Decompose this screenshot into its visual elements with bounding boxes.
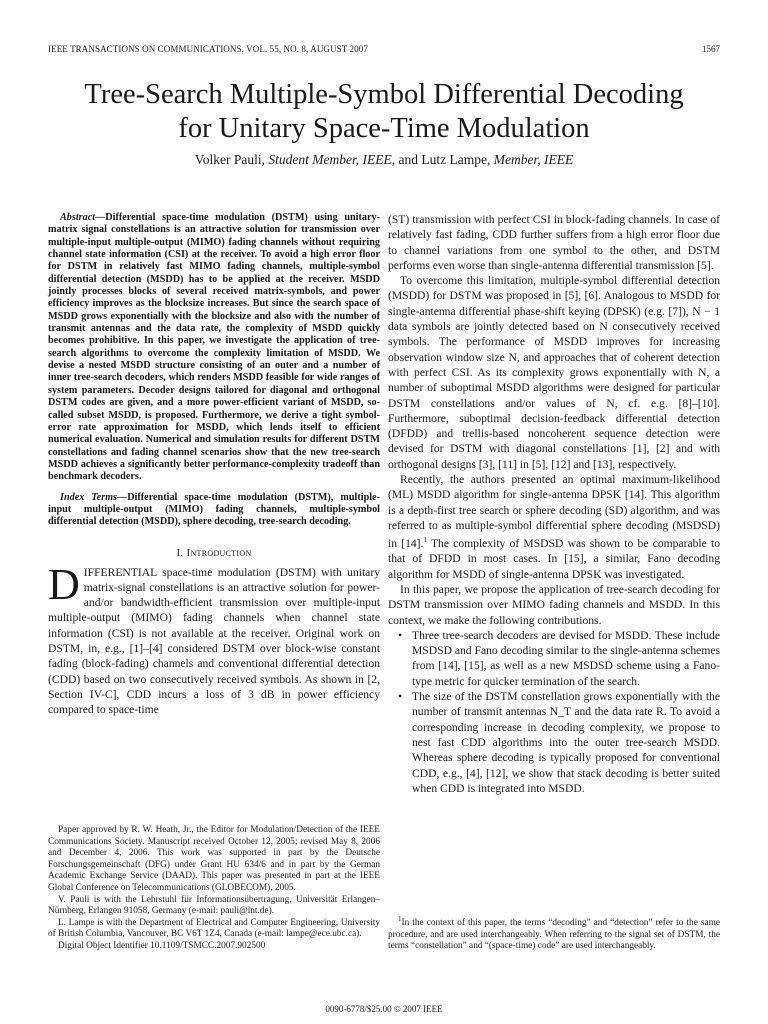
- right-paragraph-4: In this paper, we propose the application of tree-search decoding for DSTM transmission over MIMO fading channels and MSDD. In this context, we make the following contributions.: [388, 582, 720, 627]
- footnote-1-text: In the context of this paper, the terms “decoding” and “detection” refer to the same procedure, and are used interchangeably. When referring to the signal set of DSTM, the terms “constellation” and “(space-time) code” are used interchangeably.: [388, 918, 720, 952]
- footnote-paper-approved: Paper approved by R. W. Heath, Jr., the Editor for Modulation/Detection of the IEEE Communications Society. Manuscript received October 12, 2005; revised May 8, 2006 and December 4, 2006. This work was supported in part by the Deutsche Forschungsgemeinschaft (DFG) under Grant HU 634/6 and in part by the German Academic Exchange Service (DAAD). This paper was presented in part at the IEEE Global Conference on Telecommunications (GLOBECOM), 2005.: [48, 825, 380, 893]
- author-name-1: Volker Pauli: [194, 152, 262, 167]
- right-paragraph-1: (ST) transmission with perfect CSI in block-fading channels. In case of relatively fast fading, CDD further suffers from a high error floor due to channel variations from one symbol to the other, and DSTM performs even worse than single-antenna differential transmission [5].: [388, 213, 720, 272]
- list-item: [398, 689, 720, 796]
- list-item-text: The size of the DSTM constellation grows exponentially with the number of transmit antennas N_T and the data rate R. To avoid a corresponding increase in decoding complexity, we propose to nest fast CDD algorithms into the outer tree-search MSDD. Whereas sphere decoding is typically proposed for conventional CDD, e.g., [4], [12], we show that stack decoding is better suited when CDD is integrated into MSDD.: [412, 690, 720, 795]
- index-terms-text: —Differential space-time modulation (DSTM), multiple-input multiple-output (MIMO) fading channels, multiple-symbol differential detection (MSDD), sphere decoding, tree-search decoding.: [48, 491, 380, 528]
- abstract: [48, 212, 380, 484]
- footnote-1-mark: 1: [398, 915, 402, 923]
- left-column: [48, 212, 380, 718]
- drop-cap: D: [48, 559, 80, 609]
- author-conjunction: , and Lutz Lampe: [391, 152, 487, 167]
- title-line-2: for Unitary Space-Time Modulation: [178, 113, 590, 144]
- contributions-list: [388, 628, 720, 796]
- abstract-lead: Abstract: [60, 212, 96, 223]
- footnote-lampe-affiliation: L. Lampe is with the Department of Electrical and Computer Engineering, University of British Columbia, Vancouver, BC V6T 1Z4, Canada (e-mail: lampe@ece.ubc.ca).: [48, 917, 380, 940]
- section-number: I.: [176, 546, 187, 559]
- section-heading-introduction: [48, 547, 380, 559]
- footnote-1: [388, 914, 720, 953]
- footnotes-left: [48, 825, 380, 953]
- footnote-marker: 1: [423, 536, 427, 545]
- right-paragraph-3: [388, 472, 720, 582]
- right-paragraph-2: To overcome this limitation, multiple-symbol differential detection (MSDD) for DSTM was proposed in [5], [6]. Analogous to MSDD for single-antenna differential phase-shift keying (DPSK) (e.g. [7]), N − 1 data symbols are jointly detected based on N consecutively received symbols. The performance of MSDD improves for increasing observation window size N, and approaches that of coherent detection with perfect CSI. As its complexity grows exponentially with N, a number of suboptimal MSDD algorithms were designed for particular DSTM constellations and/or values of N, cf. e.g. [8]–[10]. Furthermore, suboptimal decision-feedback differential detection (DFDD) and trellis-based noncoherent sequence detection were devised for DSTM with diagonal constellations [1], [2] and with orthogonal designs [3], [11] in [5], [12] and [13], respectively.: [388, 274, 720, 471]
- running-header: IEEE TRANSACTIONS ON COMMUNICATIONS, VOL. 55, NO. 8, AUGUST 2007: [48, 44, 368, 54]
- author-role-2: Member, IEEE: [493, 152, 574, 167]
- section-title: Introduction: [186, 546, 252, 559]
- abstract-text: —Differential space-time modulation (DSTM) using unitary-matrix signal constellations is an attractive solution for transmission over multiple-input multiple-output (MIMO) fading channels without requiring channel state information (CSI) at the receiver. To avoid a high error floor for DSTM in relatively fast MIMO fading channels, multiple-symbol differential detection (MSDD) has to be applied at the receiver. MSDD jointly processes blocks of several received matrix-symbols, and power efficiency improves as the blocksize increases. But since the search space of MSDD grows exponentially with the blocksize and also with the number of transmit antennas and the data rate, the complexity of MSDD quickly becomes prohibitive. In this paper, we investigate the application of tree-search algorithms to overcome the complexity limitation of MSDD. We devise a nested MSDD structure consisting of an outer and a number of inner tree-search decoders, which renders MSDD feasible for wide ranges of system parameters. Decoder designs tailored for diagonal and orthogonal DSTM codes are given, and a more power-efficient variant of MSDD, so-called subset MSDD, is proposed. Furthermore, we derive a tight symbol-error rate approximation for MSDD, which lends itself to efficient numerical evaluation. Numerical and simulation results for different DSTM constellations and fading channel scenarios show that the new tree-search MSDD achieves a significantly better performance-complexity tradeoff than benchmark decoders.: [48, 212, 380, 483]
- index-terms-lead: Index Terms: [60, 491, 118, 503]
- list-item-text: Three tree-search decoders are devised for MSDD. These include MSDSD and Fano decoding similar to the single-antenna schemes from [14], [15], as well as a new MSDSD scheme using a Fano-type metric for quicker termination of the search.: [412, 628, 720, 688]
- author-role-1: Student Member, IEEE: [268, 152, 392, 167]
- copyright-line: 0090-6778/$25.00 © 2007 IEEE: [325, 1004, 443, 1014]
- index-terms: [48, 492, 380, 529]
- bullet-icon: •: [398, 628, 403, 642]
- title-line-1: Tree-Search Multiple-Symbol Differential Decoding: [84, 79, 684, 110]
- right-column: [388, 212, 720, 796]
- paper-title: [40, 78, 728, 146]
- intro-paragraph: [48, 559, 380, 718]
- right-paragraph-3b: The complexity of MSDSD was shown to be comparable to that of DFDD in most cases. In [15], a similar, Fano decoding algorithm for MSDD of single-antenna DPSK was investigated.: [388, 537, 720, 581]
- intro-text: IFFERENTIAL space-time modulation (DSTM) with unitary matrix-signal constellations is an attractive solution for power- and/or bandwidth-efficient transmission over multiple-input multiple-output (MIMO) fading channels when channel state information (CSI) is not available at the receiver. Original work on DSTM, in, e.g., [1]–[4] considered DSTM over block-wise constant fading (block-fading) channels and conventional differential detection (CDD) based on two consecutively received symbols. As shown in [2, Section IV-C], CDD incurs a loss of 3 dB in power efficiency compared to space-time: [48, 565, 380, 717]
- bullet-icon: •: [398, 690, 403, 704]
- right-paragraph-3a: Recently, the authors presented an optimal maximum-likelihood (ML) MSDD algorithm for single-antenna DPSK [14]. This algorithm is a depth-first tree search or sphere decoding (SD) algorithm, and was referred to as multiple-symbol differential sphere decoding (MSDSD) in [14].: [388, 473, 720, 551]
- footnote-doi: Digital Object Identifier 10.1109/TSMCC.2007.902500: [58, 940, 266, 951]
- author-line: Volker Pauli, Student Member, IEEE, and Lutz Lampe, Member, IEEE: [194, 152, 574, 167]
- footnote-right: [388, 914, 720, 953]
- list-item: [398, 628, 720, 689]
- page-number: 1567: [702, 44, 720, 54]
- footnote-pauli-affiliation: V. Pauli is with the Lehrstuhl für Informationsübertragung, Universität Erlangen–Nürnberg, Erlangen 91058, Germany (e-mail: pauli@lnt.de).: [48, 894, 380, 917]
